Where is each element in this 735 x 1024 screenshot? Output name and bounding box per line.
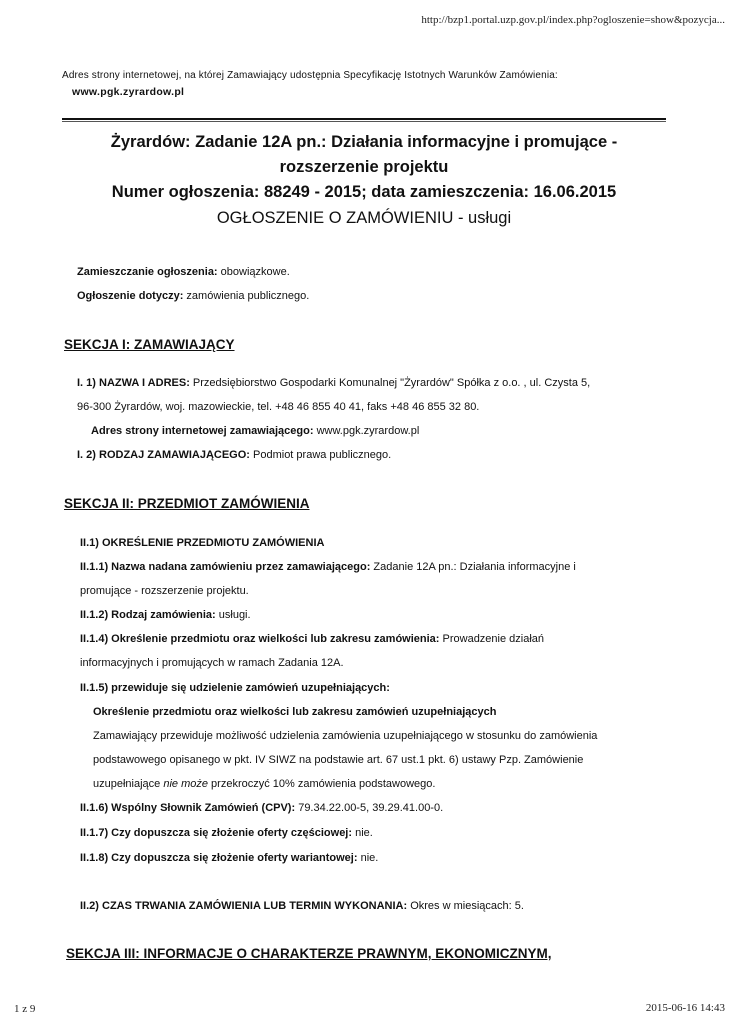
field-value: www.pgk.zyrardow.pl	[313, 425, 420, 437]
section-2-1-heading: II.1) OKREŚLENIE PRZEDMIOTU ZAMÓWIENIA	[80, 537, 325, 549]
field-label: I. 1) NAZWA I ADRES:	[77, 377, 190, 389]
section-2-1-8	[80, 852, 378, 864]
section-2-1-5-text1: Zamawiający przewiduje możliwość udzielenia zamówienia uzupełniającego w stosunku do zamówienia	[93, 730, 598, 742]
section-2-1-5: II.1.5) przewiduje się udzielenie zamówień uzupełniających:	[80, 682, 390, 694]
page-title-line1: Żyrardów: Zadanie 12A pn.: Działania informacyjne i promujące -	[110, 133, 618, 151]
section-2-1-5-text2: podstawowego opisanego w pkt. IV SIWZ na podstawie art. 67 ust.1 pkt. 6) ustawy Pzp. Zamówienie	[93, 754, 584, 766]
field-label: Ogłoszenie dotyczy:	[77, 290, 184, 302]
section-2-1-6	[80, 802, 443, 814]
field-label: II.1.8) Czy dopuszcza się złożenie oferty wariantowej:	[80, 852, 358, 864]
field-label: Adres strony internetowej zamawiającego:	[91, 425, 314, 437]
intro-dotyczy	[77, 290, 309, 302]
field-value: nie.	[357, 852, 379, 864]
field-value: zamówienia publicznego.	[183, 290, 310, 302]
field-value: Zadanie 12A pn.: Działania informacyjne i	[370, 561, 576, 573]
siwz-site-url: www.pgk.zyrardow.pl	[72, 86, 185, 98]
section-1-address-cont: 96-300 Żyrardów, woj. mazowieckie, tel. +48 46 855 40 41, faks +48 46 855 32 80.	[77, 401, 480, 413]
siwz-site-label: Adres strony internetowej, na której Zamawiający udostępnia Specyfikację Istotnych Warunków Zamówienia:	[62, 70, 558, 81]
section-1-heading: SEKCJA I: ZAMAWIAJĄCY	[64, 337, 235, 352]
section-2-1-7	[80, 827, 373, 839]
section-2-2	[80, 900, 524, 912]
announcement-number: Numer ogłoszenia: 88249 - 2015; data zamieszczenia: 16.06.2015	[111, 183, 617, 201]
section-1-www	[91, 425, 419, 437]
field-value: usługi.	[215, 609, 251, 621]
header-divider	[62, 118, 666, 120]
field-label: Zamieszczanie ogłoszenia:	[77, 266, 218, 278]
field-value: 79.34.22.00-5, 39.29.41.00-0.	[295, 802, 444, 814]
section-2-1-5-subheading: Określenie przedmiotu oraz wielkości lub zakresu zamówień uzupełniających	[93, 706, 497, 718]
page-number: 1 z 9	[14, 1003, 36, 1015]
section-2-1-1-cont: promujące - rozszerzenie projektu.	[80, 585, 249, 597]
section-2-1-2	[80, 609, 251, 621]
field-label: II.1.4) Określenie przedmiotu oraz wielkości lub zakresu zamówienia:	[80, 633, 440, 645]
section-1-type	[77, 449, 391, 461]
section-2-1-4-cont: informacyjnych i promujących w ramach Zadania 12A.	[80, 657, 344, 669]
section-2-1-5-text3	[93, 778, 435, 790]
field-value: Przedsiębiorstwo Gospodarki Komunalnej "Żyrardów" Spółka z o.o. , ul. Czysta 5,	[189, 377, 591, 389]
text-part: uzupełniające	[93, 778, 164, 790]
field-label: II.1.2) Rodzaj zamówienia:	[80, 609, 216, 621]
field-value: Prowadzenie działań	[439, 633, 545, 645]
header-divider-thin	[62, 121, 666, 122]
section-2-1-1	[80, 561, 576, 573]
field-value: nie.	[352, 827, 373, 839]
field-label: II.2) CZAS TRWANIA ZAMÓWIENIA LUB TERMIN WYKONANIA:	[80, 900, 408, 912]
text-part: przekroczyć 10% zamówienia podstawowego.	[207, 778, 436, 790]
text-emphasis: nie może	[163, 778, 208, 790]
section-1-name-address	[77, 377, 590, 389]
field-label: II.1.1) Nazwa nadana zamówieniu przez zamawiającego:	[80, 561, 371, 573]
field-label: I. 2) RODZAJ ZAMAWIAJĄCEGO:	[77, 449, 250, 461]
section-3-heading: SEKCJA III: INFORMACJE O CHARAKTERZE PRAWNYM, EKONOMICZNYM,	[66, 946, 552, 961]
section-2-1-4	[80, 633, 544, 645]
field-value: Okres w miesiącach: 5.	[407, 900, 524, 912]
field-label: II.1.6) Wspólny Słownik Zamówień (CPV):	[80, 802, 296, 814]
print-datetime: 2015-06-16 14:43	[645, 1002, 725, 1014]
announcement-type: OGŁOSZENIE O ZAMÓWIENIU - usługi	[216, 209, 512, 227]
field-value: Podmiot prawa publicznego.	[249, 449, 392, 461]
intro-zamieszczanie	[77, 266, 290, 278]
section-2-heading: SEKCJA II: PRZEDMIOT ZAMÓWIENIA	[64, 496, 310, 511]
print-url: http://bzp1.portal.uzp.gov.pl/index.php?ogloszenie=show&pozycja...	[421, 14, 725, 26]
field-label: II.1.7) Czy dopuszcza się złożenie oferty częściowej:	[80, 827, 353, 839]
field-value: obowiązkowe.	[217, 266, 290, 278]
page-title-line2: rozszerzenie projektu	[279, 158, 449, 176]
